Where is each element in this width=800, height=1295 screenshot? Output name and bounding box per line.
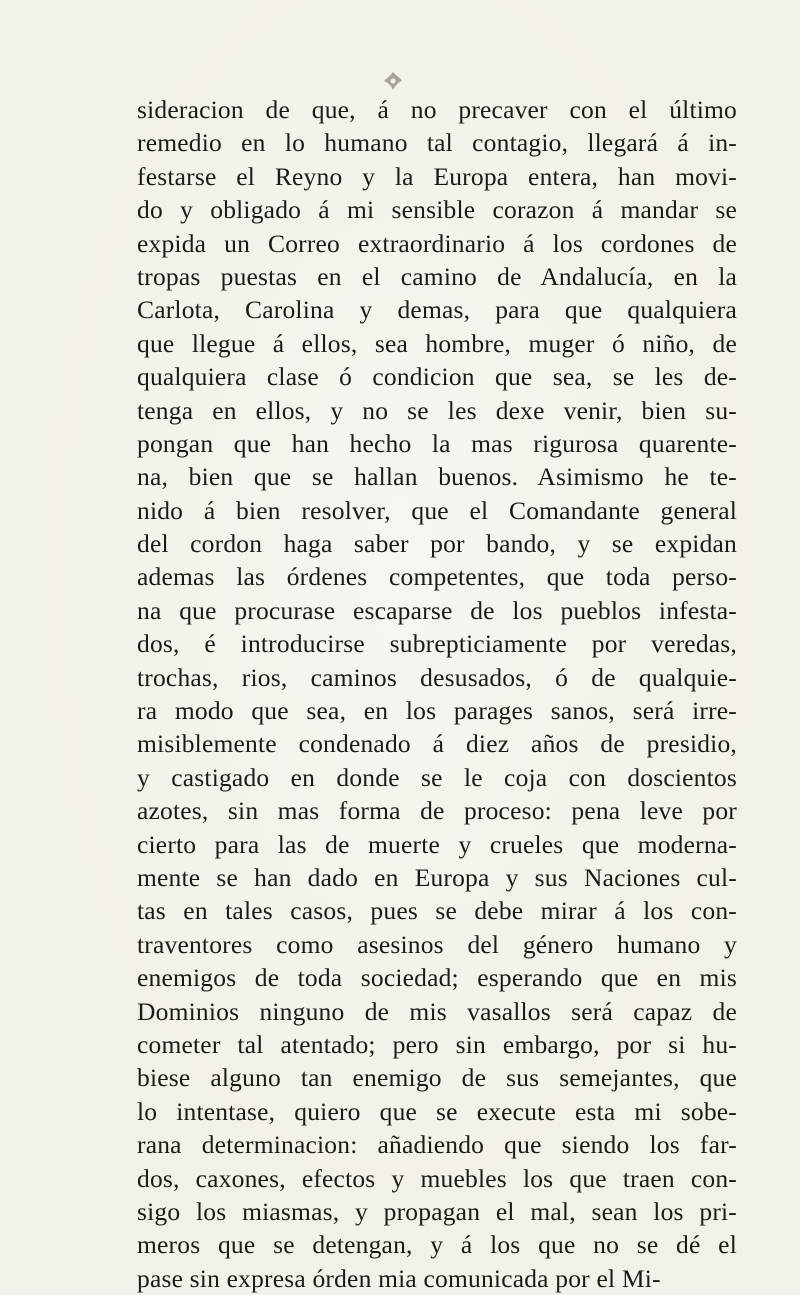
text-line: tropas puestas en el camino de Andalucía, en la bbox=[137, 261, 737, 291]
printer-ornament-icon bbox=[382, 70, 404, 92]
text-line: expida un Correo extraordinario á los cordones de bbox=[137, 228, 737, 258]
text-line: misiblemente condenado á diez años de presidio, bbox=[137, 729, 737, 759]
text-line: y castigado en donde se le coja con doscientos bbox=[137, 762, 737, 792]
text-line: azotes, sin mas forma de proceso: pena leve por bbox=[137, 796, 737, 826]
text-line: cierto para las de muerte y crueles que moderna- bbox=[137, 829, 737, 859]
text-line: del cordon haga saber por bando, y se expidan bbox=[137, 529, 737, 559]
text-line: pase sin expresa órden mia comunicada por el Mi- bbox=[137, 1263, 661, 1293]
text-line: sigo los miasmas, y propagan el mal, sean los pri- bbox=[137, 1196, 737, 1226]
text-line: pongan que han hecho la mas rigurosa quarente- bbox=[137, 428, 737, 458]
text-line: cometer tal atentado; pero sin embargo, por si hu- bbox=[137, 1029, 737, 1059]
text-line: biese alguno tan enemigo de sus semejantes, que bbox=[137, 1063, 737, 1093]
text-line: na, bien que se hallan buenos. Asimismo he te- bbox=[137, 462, 737, 492]
text-line: festarse el Reyno y la Europa entera, han movi- bbox=[137, 161, 737, 191]
text-line: trochas, rios, caminos desusados, ó de qualquie- bbox=[137, 662, 737, 692]
text-line: meros que se detengan, y á los que no se dé el bbox=[137, 1230, 737, 1260]
text-line: sideracion de que, á no precaver con el último bbox=[137, 95, 737, 124]
text-line: tas en tales casos, pues se debe mirar á los con- bbox=[137, 896, 737, 926]
text-line: traventores como asesinos del género humano y bbox=[137, 929, 737, 959]
text-line: enemigos de toda sociedad; esperando que en mis bbox=[137, 963, 737, 993]
text-line: rana determinacion: añadiendo que siendo los far- bbox=[137, 1130, 737, 1160]
text-line: remedio en lo humano tal contagio, llegará á in- bbox=[137, 128, 737, 158]
body-text bbox=[137, 93, 737, 1295]
text-line: dos, é introducirse subrepticiamente por veredas, bbox=[137, 629, 737, 659]
text-line: Carlota, Carolina y demas, para que qualquiera bbox=[137, 295, 737, 325]
text-line: nido á bien resolver, que el Comandante general bbox=[137, 495, 737, 525]
text-line: mente se han dado en Europa y sus Naciones cul- bbox=[137, 862, 737, 892]
text-line: do y obligado á mi sensible corazon á mandar se bbox=[137, 195, 737, 225]
text-line: ra modo que sea, en los parages sanos, será irre- bbox=[137, 696, 737, 726]
text-line: ademas las órdenes competentes, que toda perso- bbox=[137, 562, 737, 592]
text-line: dos, caxones, efectos y muebles los que traen con- bbox=[137, 1163, 737, 1193]
text-line: Dominios ninguno de mis vasallos será capaz de bbox=[137, 996, 737, 1026]
text-line: na que procurase escaparse de los pueblos infesta- bbox=[137, 595, 737, 625]
text-line: lo intentase, quiero que se execute esta mi sobe- bbox=[137, 1096, 737, 1126]
text-line: que llegue á ellos, sea hombre, muger ó niño, de bbox=[137, 328, 737, 358]
text-line: tenga en ellos, y no se les dexe venir, bien su- bbox=[137, 395, 737, 425]
text-line: qualquiera clase ó condicion que sea, se les de- bbox=[137, 362, 737, 392]
